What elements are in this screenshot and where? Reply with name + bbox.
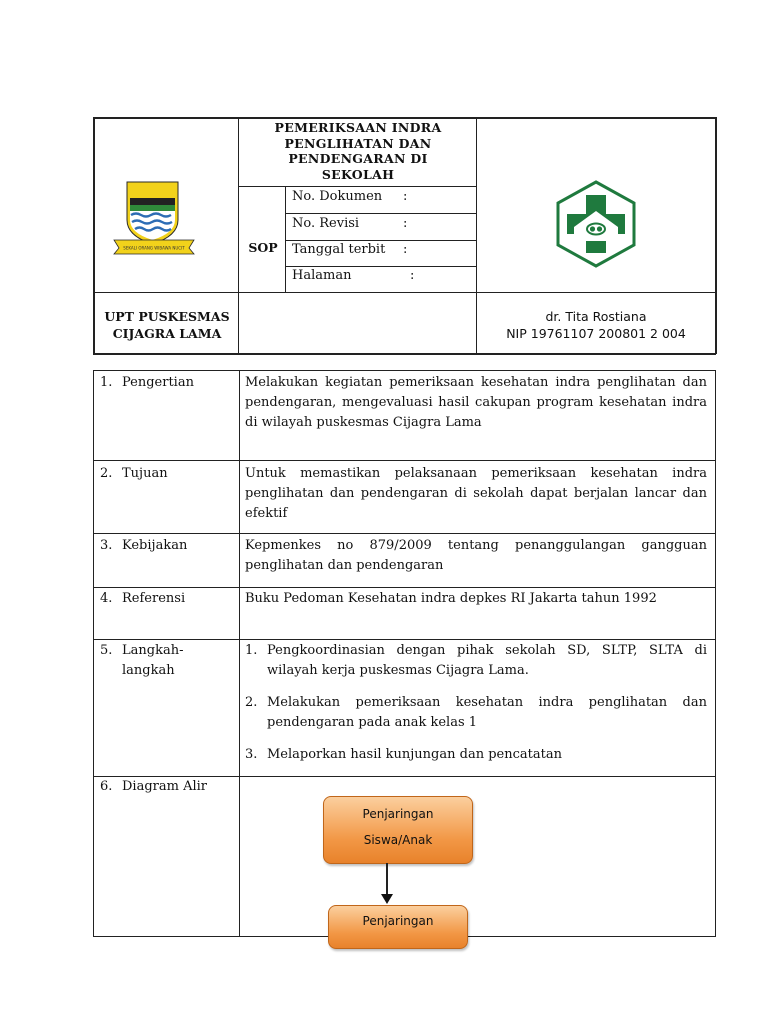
section-label-diagram: 6. Diagram Alir <box>100 779 207 794</box>
puskesmas-logo-icon <box>552 180 640 268</box>
field-tanggal-terbit: Tanggal terbit : <box>292 242 408 257</box>
field-no-dokumen: No. Dokumen : <box>292 189 408 204</box>
title-line-4: SEKOLAH <box>321 166 395 182</box>
section-label-pengertian: 1. Pengertian <box>100 375 194 390</box>
title-line-1: PEMERIKSAAN INDRA <box>274 120 442 135</box>
signatory-nip: NIP 19761107 200801 2 004 <box>506 326 686 341</box>
section-label-langkah: 5. Langkah- langkah <box>100 643 184 678</box>
unit-line-2: CIJAGRA LAMA <box>112 326 222 341</box>
list-item: 1. Pengkoordinasian dengan pihak sekolah SD, SLTP, SLTA di wilayah kerja puskesmas Cijagra Lama. <box>245 643 707 678</box>
steps-list <box>245 641 707 777</box>
arrow-down-icon <box>381 894 393 904</box>
title-line-3: PENDENGARAN DI <box>288 151 428 166</box>
list-item: 2. Melakukan pemeriksaan kesehatan indra penglihatan dan pendengaran pada anak kelas 1 <box>245 695 707 730</box>
section-text-referensi: Buku Pedoman Kesehatan indra depkes RI Jakarta tahun 1992 <box>245 591 657 606</box>
signatory <box>477 308 715 342</box>
flow-arrow-line <box>386 863 388 896</box>
document-title <box>240 120 476 182</box>
unit-name <box>95 308 239 342</box>
signatory-name: dr. Tita Rostiana <box>545 309 647 324</box>
flow-box-penjaringan-siswa <box>323 796 473 864</box>
field-no-revisi: No. Revisi : <box>292 216 408 231</box>
emblem-banner-text: SEKALI ORANG WIBAWA NUCIT <box>123 245 185 251</box>
flow-box-1-line-1: Penjaringan <box>362 807 434 821</box>
sop-label: SOP <box>248 240 278 255</box>
flow-box-1-line-2: Siswa/Anak <box>363 833 433 847</box>
title-line-2: PENGLIHATAN DAN <box>284 135 432 151</box>
city-emblem-icon <box>110 178 198 260</box>
unit-line-1: UPT PUSKESMAS <box>104 309 230 324</box>
section-label-referensi: 4. Referensi <box>100 591 186 606</box>
field-halaman: Halaman : <box>292 268 415 283</box>
section-text-kebijakan: Kepmenkes no 879/2009 tentang penanggulangan gangguan penglihatan dan pendengaran <box>245 538 707 573</box>
flow-box-2-line-1: Penjaringan <box>362 914 434 928</box>
section-label-tujuan: 2. Tujuan <box>100 466 168 481</box>
list-item: 3. Melaporkan hasil kunjungan dan pencatatan <box>245 747 562 762</box>
flow-box-penjaringan <box>328 905 468 949</box>
section-text-pengertian: Melakukan kegiatan pemeriksaan kesehatan indra penglihatan dan pendengaran, mengevaluasi hasil cakupan program kesehatan indra di wilayah puskesmas Cijagra Lama <box>245 375 707 430</box>
section-label-kebijakan: 3. Kebijakan <box>100 538 188 553</box>
section-text-tujuan: Untuk memastikan pelaksanaan pemeriksaan kesehatan indra penglihatan dan pendengaran di sekolah dapat berjalan lancar dan efektif <box>245 466 707 521</box>
